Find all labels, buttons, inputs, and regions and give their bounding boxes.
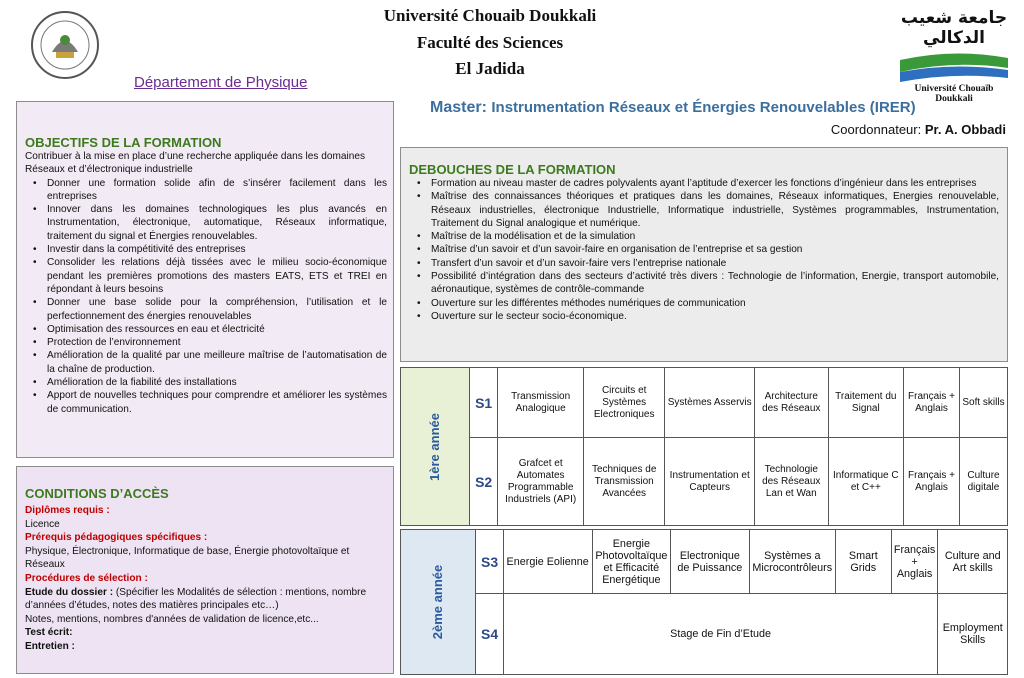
year1-label-cell [401, 368, 470, 526]
semester-s1: S1 [469, 368, 497, 438]
etude-line [25, 586, 387, 613]
module-cell: Français + Anglais [904, 438, 960, 526]
etude-value: (Spécifier les Modalités de sélection : mentions, nombre d’années d’études, notes des matières principales etc…) [25, 586, 367, 612]
diplomes-label: Diplômes requis : [25, 505, 110, 516]
conditions-panel [16, 466, 394, 674]
department-title: Département de Physique [134, 74, 308, 91]
employment-skills-cell: Employment Skills [938, 594, 1008, 675]
debouches-title: DEBOUCHES DE LA FORMATION [409, 162, 616, 177]
list-item: • Innover dans les domaines technologiques les plus avancés en Instrumentation, électronique, automatique, Réseaux informatique, traitement du signal et Énergies renouvelables. [47, 203, 387, 243]
module-cell: Informatique C et C++ [828, 438, 904, 526]
list-item: • Transfert d’un savoir et d’un savoir-faire vers l’entreprise nationale [431, 257, 999, 270]
semester-s4: S4 [476, 594, 503, 675]
etude-label: Etude du dossier : [25, 586, 114, 598]
faculty-seal-logo [30, 10, 100, 80]
year1-label: 1ère année [426, 412, 442, 481]
table-row [401, 594, 1008, 675]
module-cell: Energie Photovoltaïque et Efficacité Energétique [592, 530, 671, 594]
list-item: • Maîtrise de la modélisation et de la simulation [431, 230, 999, 243]
module-cell: Systèmes a Microcontrôleurs [749, 530, 835, 594]
list-item: • Formation au niveau master de cadres polyvalents ayant l’aptitude d’exercer les fonctions d’ingénieur dans les entreprises [431, 177, 999, 190]
list-item: • Donner une base solide pour la compréhension, l’utilisation et le perfectionnement des énergies renouvelables [47, 296, 387, 323]
module-cell: Culture digitale [959, 438, 1007, 526]
year2-label: 2ème année [430, 564, 446, 640]
list-item: • Ouverture sur le secteur socio-économique. [431, 310, 999, 323]
table-row [401, 438, 1008, 526]
list-item: • Protection de l’environnement [47, 336, 387, 349]
conditions-title: CONDITIONS D’ACCÈS [25, 486, 169, 501]
list-item: • Apport de nouvelles techniques pour comprendre et améliorer les systèmes de communication. [47, 389, 387, 416]
master-name: Instrumentation Réseaux et Énergies Renouvelables (IRER) [491, 99, 916, 116]
debouches-list [409, 177, 999, 323]
list-item: • Maîtrise des connaissances théoriques et pratiques dans les domaines, Réseaux informatiques, Energies renouvelable, Réseaux industrielles, électronique Industrielle, Informatique industrielle, Systèmes programmables, Instrumentation, Traitement du Signal analogique et numérique. [431, 190, 999, 230]
list-item: • Investir dans la compétitivité des entreprises [47, 243, 387, 256]
objectifs-list [25, 177, 387, 416]
university-logo [898, 6, 1010, 104]
module-cell: Culture and Art skills [938, 530, 1008, 594]
master-label: Master: [430, 99, 487, 116]
coordinator-label: Coordonnateur: [830, 122, 922, 137]
module-cell: Smart Grids [836, 530, 892, 594]
debouches-panel [400, 147, 1008, 362]
module-cell: Systèmes Asservis [665, 368, 755, 438]
module-cell: Technologie des Réseaux Lan et Wan [754, 438, 828, 526]
module-cell: Energie Eolienne [503, 530, 592, 594]
table-row [401, 530, 1008, 594]
table-row [401, 368, 1008, 438]
coordinator [831, 122, 1006, 137]
test-label: Test écrit: [25, 627, 73, 639]
list-item: • Ouverture sur les différentes méthodes numériques de communication [431, 297, 999, 310]
list-item: • Consolider les relations déjà tissées avec le milieu socio-économique pendant les premières promotions des masters EATS, ETS et TREI en répondant à leurs besoins [47, 256, 387, 296]
master-title [430, 99, 916, 117]
city-name: El Jadida [455, 59, 525, 78]
module-cell: Techniques de Transmission Avancées [583, 438, 665, 526]
prerequis-value: Physique, Électronique, Informatique de base, Énergie photovoltaïque et Réseaux [25, 545, 350, 571]
module-cell: Grafcet et Automates Programmable Industriels (API) [498, 438, 584, 526]
module-cell: Instrumentation et Capteurs [665, 438, 755, 526]
module-cell: Circuits et Systèmes Electroniques [583, 368, 665, 438]
logo-latin-text: Université Chouaïb Doukkali [914, 84, 994, 104]
list-item: • Amélioration de la qualité par une meilleure maîtrise de l’automatisation de la chaîne de production. [47, 349, 387, 376]
module-cell: Français + Anglais [891, 530, 938, 594]
list-item: • Optimisation des ressources en eau et électricité [47, 323, 387, 336]
stage-cell: Stage de Fin d’Etude [503, 594, 938, 675]
entretien-label: Entretien : [25, 640, 75, 652]
year2-label-cell [401, 530, 476, 675]
list-item: • Amélioration de la fiabilité des installations [47, 376, 387, 389]
prerequis-label: Prérequis pédagogiques spécifiques : [25, 532, 208, 544]
module-cell: Français + Anglais [904, 368, 960, 438]
objectifs-intro: Contribuer à la mise en place d’une recherche appliquée dans les domaines Réseaux et d’électronique industrielle [25, 151, 366, 176]
module-cell: Transmission Analogique [498, 368, 584, 438]
coordinator-name: Pr. A. Obbadi [924, 122, 1006, 137]
list-item: • Maîtrise d’un savoir et d’un savoir-faire en organisation de l’entreprise et sa gestion [431, 243, 999, 256]
year1-table [400, 367, 1008, 526]
diplomes-value: Licence [25, 518, 60, 530]
year2-table [400, 529, 1008, 675]
module-cell: Electronique de Puissance [671, 530, 749, 594]
faculty-name: Faculté des Sciences [416, 33, 564, 52]
semester-s3: S3 [476, 530, 503, 594]
list-item: • Possibilité d’intégration dans des secteurs d’activité très divers : Technologie de l’information, Energie, transport automobile, aéronautique, systèmes de contrôle-commande [431, 270, 999, 297]
procedures-label: Procédures de sélection : [25, 572, 148, 584]
module-cell: Traitement du Signal [828, 368, 904, 438]
semester-s2: S2 [469, 438, 497, 526]
university-name: Université Chouaib Doukkali [383, 6, 597, 25]
module-cell: Architecture des Réseaux [754, 368, 828, 438]
module-cell: Soft skills [959, 368, 1007, 438]
objectifs-panel [16, 101, 394, 458]
objectifs-title: OBJECTIFS DE LA FORMATION [25, 135, 222, 150]
notes-line: Notes, mentions, nombres d'années de validation de licence,etc... [25, 613, 319, 625]
list-item: • Donner une formation solide afin de s’insérer facilement dans les entreprises [47, 177, 387, 204]
logo-arabic-text: جامعة شعيب الدكالي [900, 8, 1008, 48]
